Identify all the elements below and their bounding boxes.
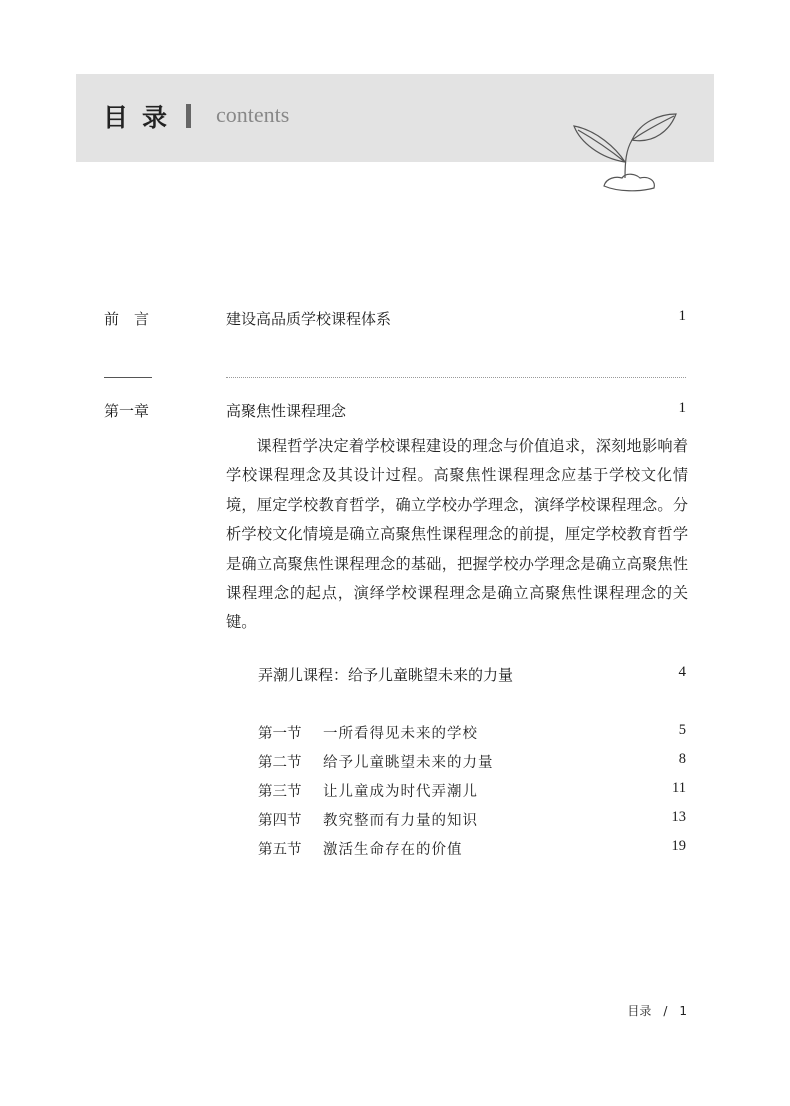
section-5-page: 19 (671, 838, 686, 854)
chapter1-title[interactable]: 高聚焦性课程理念 (226, 402, 347, 420)
chapter1-label: 第一章 (104, 402, 150, 420)
section-4-num: 第四节 (258, 813, 302, 829)
section-1-title[interactable]: 一所看得见未来的学校 (323, 726, 478, 742)
section-3-page: 11 (672, 780, 686, 796)
chapter1-summary: 课程哲学决定着学校课程建设的理念与价值追求，深刻地影响着学校课程理念及其设计过程。高聚焦性课程理念应基于学校文化情境，厘定学校教育哲学，确立学校办学理念，演绎学校课程理念。分析学校文化情境是确立高聚焦性课程理念的前提，厘定学校教育哲学是确立高聚焦性课程理念的基础，把握学校办学理念是确立高聚焦性课程理念的起点，演绎学校课程理念是确立高聚焦性课程理念的关键。 (226, 437, 688, 632)
preface-title[interactable]: 建设高品质学校课程体系 (226, 310, 392, 328)
section-5-num: 第五节 (258, 842, 302, 858)
section-1-page: 5 (678, 722, 686, 738)
section-4-page: 13 (671, 809, 686, 825)
section-1-num: 第一节 (258, 726, 302, 742)
dotted-rule (226, 377, 686, 378)
section-5-title[interactable]: 激活生命存在的价值 (323, 842, 463, 858)
preface-label: 前 言 (104, 310, 150, 328)
section-2-page: 8 (678, 751, 686, 767)
page-footer: 目录 / 1 (627, 1004, 687, 1018)
chapter-rule (104, 377, 152, 378)
section-4-title[interactable]: 教究整而有力量的知识 (323, 813, 478, 829)
chapter1-page: 1 (678, 400, 686, 416)
sprout-icon (570, 100, 680, 200)
title-divider (186, 104, 191, 128)
case-title[interactable]: 弄潮儿课程：给予儿童眺望未来的力量 (258, 666, 514, 684)
case-page: 4 (678, 664, 686, 680)
section-3-num: 第三节 (258, 784, 302, 800)
page-subtitle: contents (216, 102, 290, 127)
section-2-num: 第二节 (258, 755, 302, 771)
page-title: 目录 (103, 103, 182, 132)
section-2-title[interactable]: 给予儿童眺望未来的力量 (323, 755, 494, 771)
section-3-title[interactable]: 让儿童成为时代弄潮儿 (323, 784, 478, 800)
preface-page: 1 (678, 308, 686, 324)
